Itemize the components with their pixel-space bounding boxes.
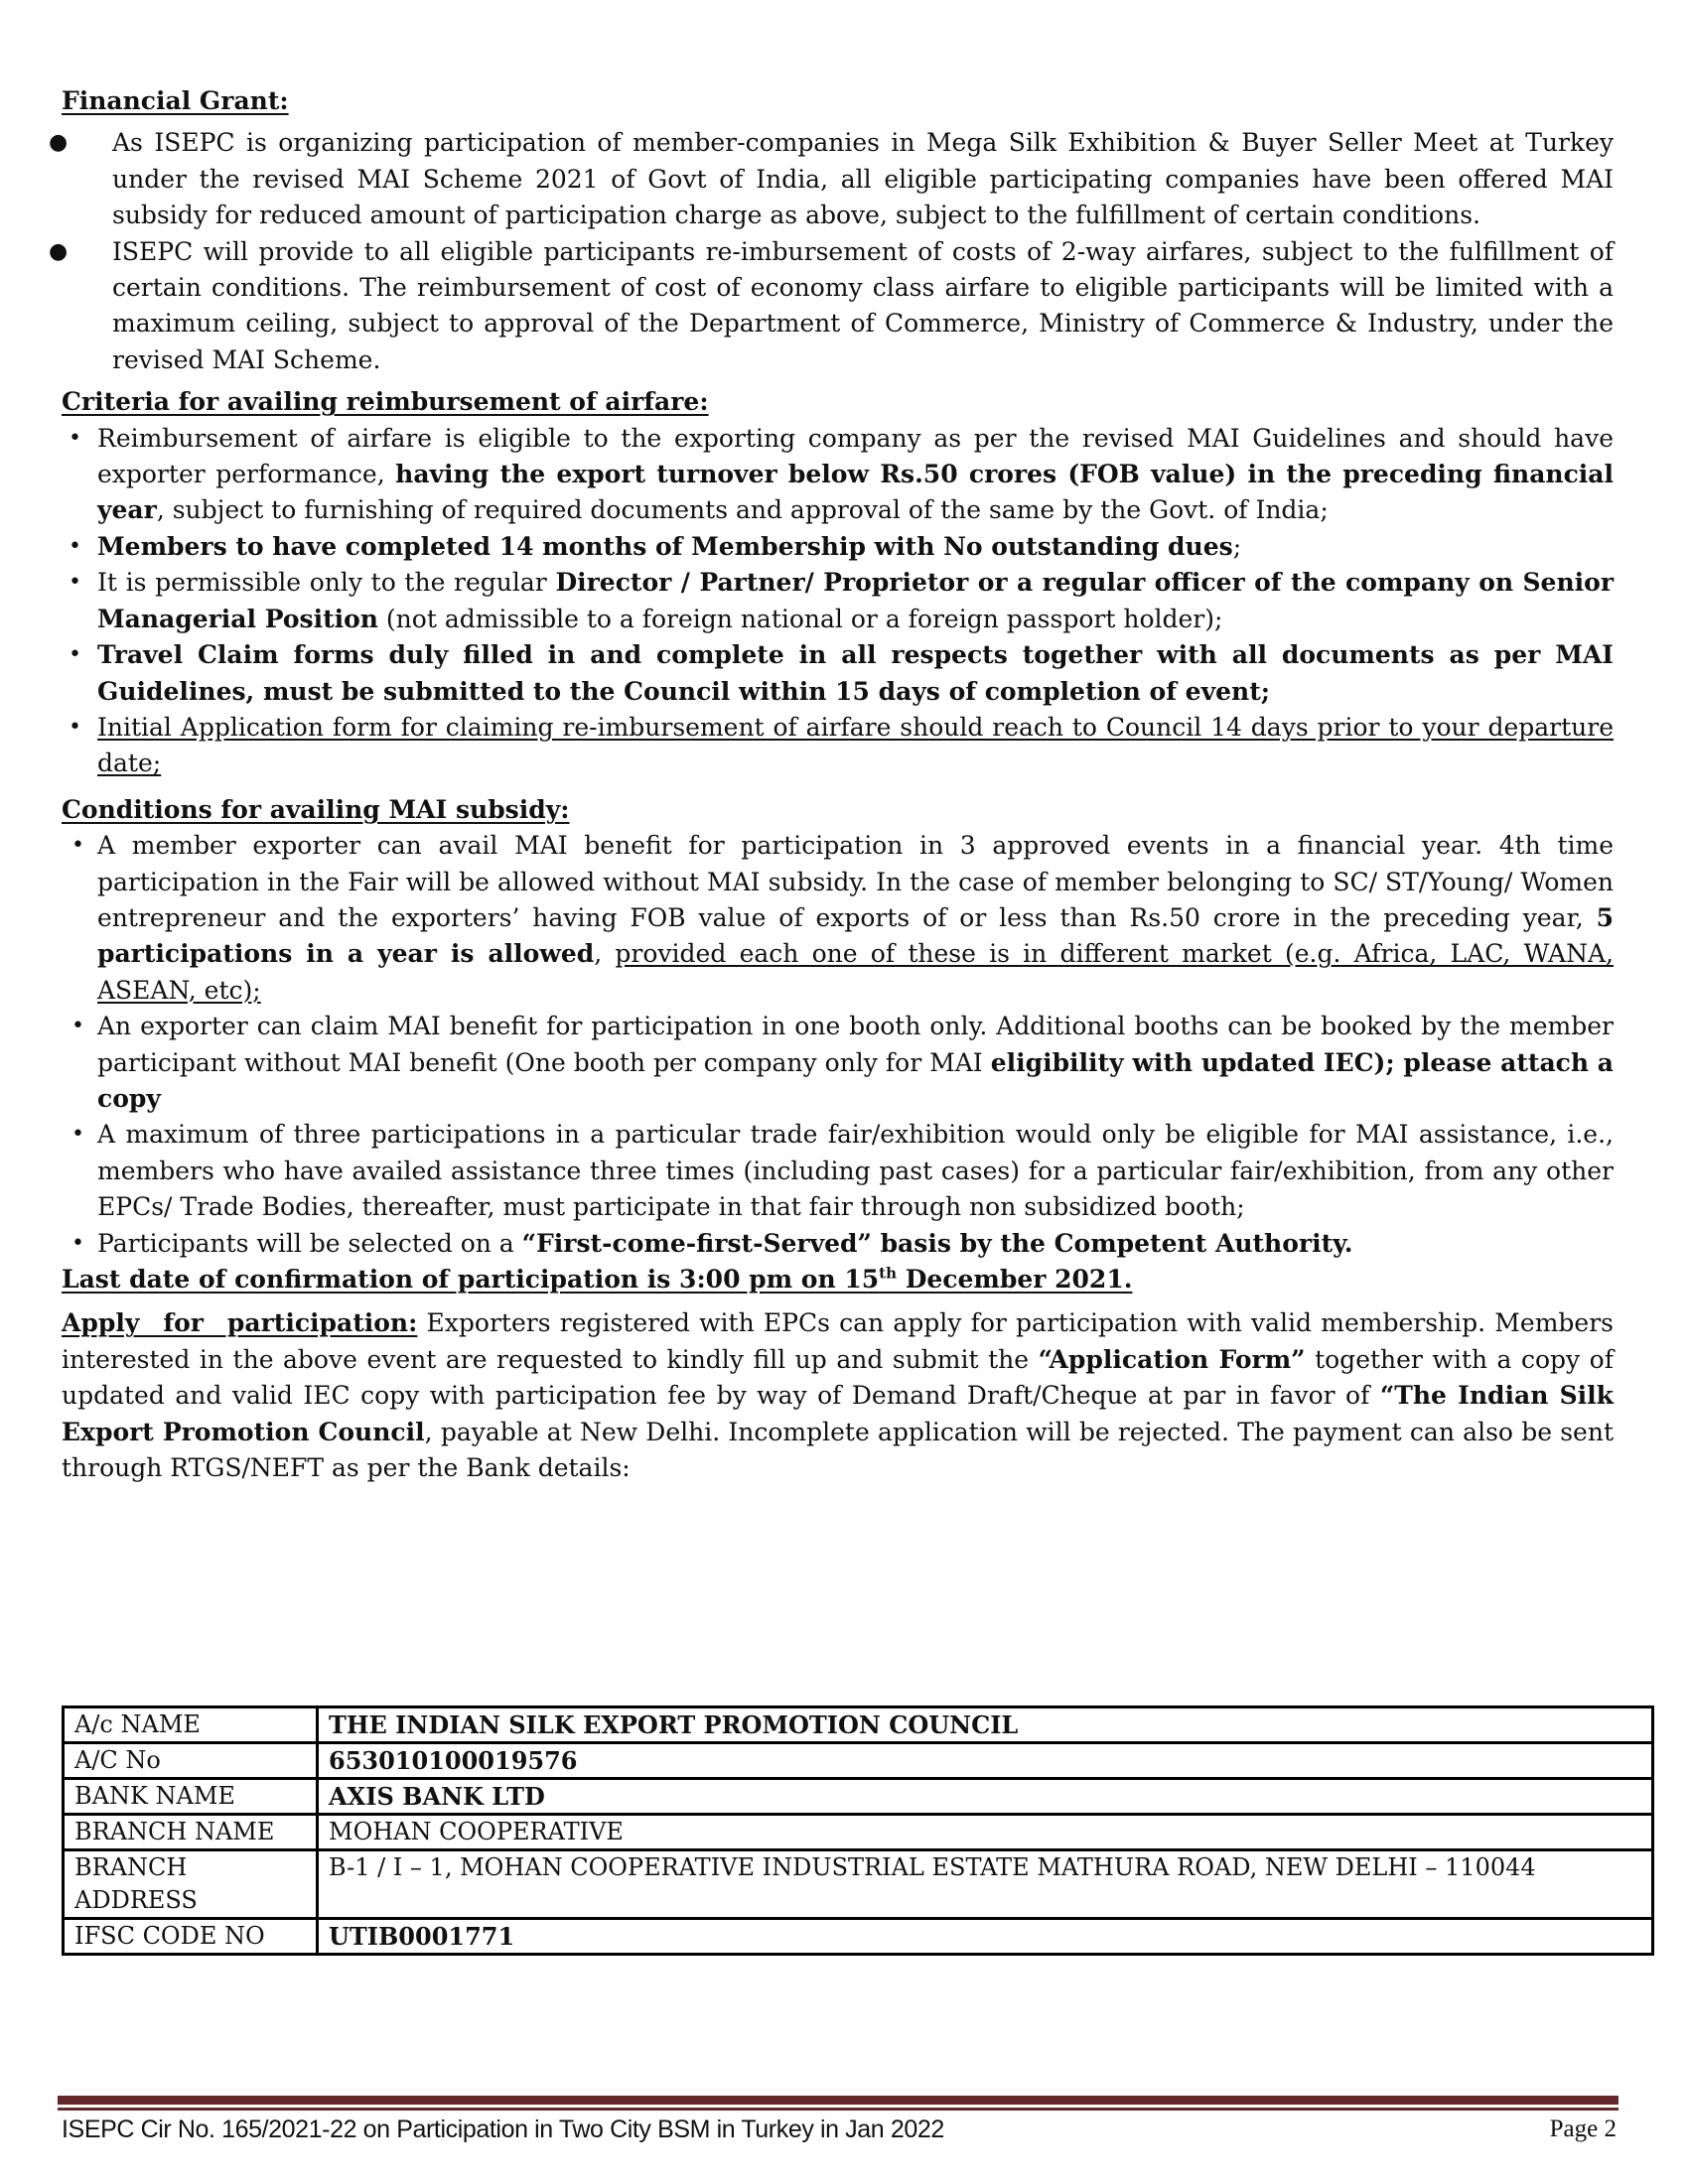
bullet-icon: • xyxy=(69,570,81,596)
conditions-heading: Conditions for availing MAI subsidy: xyxy=(62,794,570,824)
row-label: A/c NAME xyxy=(64,1707,318,1743)
row-label: A/C No xyxy=(64,1743,318,1779)
bullet-icon: • xyxy=(69,425,81,451)
table-row xyxy=(64,1707,1653,1743)
row-label: IFSC CODE NO xyxy=(64,1919,318,1955)
deadline-notice: Last date of confirmation of participation is 3:00 pm on 15th December 2021. xyxy=(62,1264,1133,1294)
footer-page-number: Page 2 xyxy=(1549,2116,1617,2142)
bullet-icon: ● xyxy=(49,130,69,156)
table-row xyxy=(64,1779,1653,1815)
list-item: ● As ISEPC is organizing participation of member-companies in Mega Silk Exhibition & Buyer Seller Meet at Turkey under the revised MAI Scheme 2021 of Govt of India, all eligible participating companies have been offered MAI subsidy for reduced amount of participation charge as above, subject to the fulfillment of certain conditions. xyxy=(62,125,1614,233)
list-item: • Initial Application form for claiming re-imbursement of airfare should reach to Council 14 days prior to your departure date; xyxy=(62,710,1614,782)
row-value: THE INDIAN SILK EXPORT PROMOTION COUNCIL xyxy=(318,1707,1653,1743)
row-value: B-1 / I – 1, MOHAN COOPERATIVE INDUSTRIAL ESTATE MATHURA ROAD, NEW DELHI – 110044 xyxy=(318,1850,1653,1919)
bullet-icon: • xyxy=(71,1014,84,1039)
bank-details-table xyxy=(62,1706,1654,1956)
criteria-heading: Criteria for availing reimbursement of airfare: xyxy=(62,387,709,417)
bullet-icon: • xyxy=(69,714,81,740)
footer-rule-thin xyxy=(58,2108,1618,2111)
document-page xyxy=(49,83,1614,1486)
list-item: • Reimbursement of airfare is eligible to the exporting company as per the revised MAI Guidelines and should have exporter performance, having the export turnover below Rs.50 crores (FOB value) in the preceding financial year, subject to furnishing of required documents and approval of the same by the Govt. of India; xyxy=(62,421,1614,529)
list-item: • A maximum of three participations in a particular trade fair/exhibition would only be eligible for MAI assistance, i.e., members who have availed assistance three times (including past cases) for a particular fair/exhibition, from any other EPCs/ Trade Bodies, thereafter, must participate in that fair through non subsidized booth; xyxy=(62,1117,1614,1225)
list-item: ● ISEPC will provide to all eligible participants re-imbursement of costs of 2-way airfares, subject to the fulfillment of certain conditions. The reimbursement of cost of economy class airfare to eligible participants will be limited with a maximum ceiling, subject to approval of the Department of Commerce, Ministry of Commerce & Industry, under the revised MAI Scheme. xyxy=(62,234,1614,379)
row-value: UTIB0001771 xyxy=(318,1919,1653,1955)
bullet-icon: ● xyxy=(49,238,69,264)
row-label: BRANCH ADDRESS xyxy=(64,1850,318,1919)
bullet-icon: • xyxy=(71,1122,84,1148)
apply-heading: Apply for participation: xyxy=(62,1308,418,1338)
table-row xyxy=(64,1743,1653,1779)
bullet-icon: • xyxy=(71,1230,84,1256)
row-value: 653010100019576 xyxy=(318,1743,1653,1779)
criteria-list xyxy=(62,421,1614,782)
table-row xyxy=(64,1919,1653,1955)
row-label: BANK NAME xyxy=(64,1779,318,1815)
bullet-icon: • xyxy=(69,642,81,668)
financial-grant-heading: Financial Grant: xyxy=(62,86,289,115)
table-row xyxy=(64,1850,1653,1919)
row-value: MOHAN COOPERATIVE xyxy=(318,1815,1653,1850)
footer-rule-thick xyxy=(58,2096,1618,2105)
list-item: • Members to have completed 14 months of Membership with No outstanding dues; xyxy=(62,529,1614,565)
list-item: • Travel Claim forms duly filled in and complete in all respects together with all documents as per MAI Guidelines, must be submitted to the Council within 15 days of completion of event; xyxy=(62,637,1614,710)
list-item: • An exporter can claim MAI benefit for participation in one booth only. Additional booths can be booked by the member participant without MAI benefit (One booth per company only for MAI eligibility with updated IEC); please attach a copy xyxy=(62,1009,1614,1117)
bullet-icon: • xyxy=(71,833,84,859)
list-item: • It is permissible only to the regular Director / Partner/ Proprietor or a regular officer of the company on Senior Managerial Position (not admissible to a foreign national or a foreign passport holder); xyxy=(62,565,1614,637)
row-value: AXIS BANK LTD xyxy=(318,1779,1653,1815)
apply-paragraph: Apply for participation: Exporters registered with EPCs can apply for participation with valid membership. Members interested in the above event are requested to kindly fill up and submit the “Application Form” together with a copy of updated and valid IEC copy with participation fee by way of Demand Draft/Cheque at par in favor of “The Indian Silk Export Promotion Council, payable at New Delhi. Incomplete application will be rejected. The payment can also be sent through RTGS/NEFT as per the Bank details: xyxy=(62,1308,1614,1483)
footer-circular-reference: ISEPC Cir No. 165/2021-22 on Participation in Two City BSM in Turkey in Jan 2022 xyxy=(62,2116,944,2143)
row-label: BRANCH NAME xyxy=(64,1815,318,1850)
list-item: • A member exporter can avail MAI benefit for participation in 3 approved events in a financial year. 4th time participation in the Fair will be allowed without MAI subsidy. In the case of member belonging to SC/ ST/Young/ Women entrepreneur and the exporters’ having FOB value of exports of or less than Rs.50 crore in the preceding year, 5 participations in a year is allowed, provided each one of these is in different market (e.g. Africa, LAC, WANA, ASEAN, etc); xyxy=(62,828,1614,1009)
financial-grant-list xyxy=(49,125,1614,378)
table-row xyxy=(64,1815,1653,1850)
list-item: • Participants will be selected on a “First-come-first-Served” basis by the Competent Authority. xyxy=(62,1226,1614,1262)
bullet-icon: • xyxy=(69,533,81,559)
conditions-list xyxy=(62,828,1614,1262)
